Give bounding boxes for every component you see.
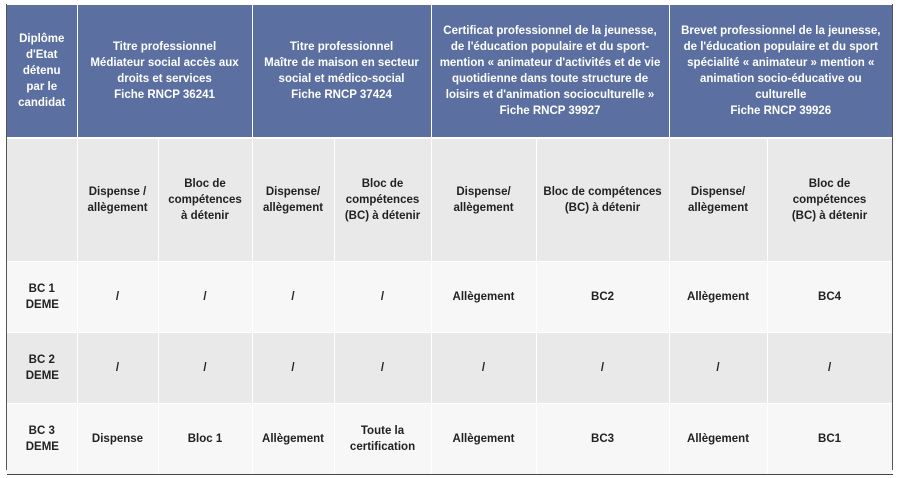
subheader-text: Dispense / allègement [87,186,148,214]
header-certificat-l1: Certificat professionnel de la jeunesse, de l'éducation populaire et du sport- mention « animateur d'activités et de vie quotidienne dans toute structure de loisirs et d'animation socioculturelle » [439,25,661,101]
header-diploma-text: Diplôme d'Etat détenu par le candidat [18,33,66,109]
table-cell: BC1 [767,404,892,475]
header-certificat [431,5,669,138]
table-cell: Allègement [431,404,536,475]
table-cell: / [77,333,158,404]
row-label-text: BC 3 DEME [25,425,59,453]
table-cell: / [334,333,431,404]
row-label [7,404,77,475]
subheader-cell [536,138,669,262]
header-maitre-maison-l1: Titre professionnel [289,41,394,53]
table-cell: BC4 [767,262,892,333]
table-cell: / [536,333,669,404]
subheader-text: Bloc de compétences (BC) à détenir [543,186,662,214]
header-mediateur-l2: Médiateur social accès aux droits et services [90,57,239,85]
subheader-cell [669,138,767,262]
table-cell: BC3 [536,404,669,475]
table-cell: / [158,262,252,333]
subheader-text: Dispense/ allègement [453,186,514,214]
subheader-cell [431,138,536,262]
table-cell [334,404,431,475]
table-cell: / [334,262,431,333]
subheader-row [7,138,892,262]
table-cell: / [252,333,334,404]
header-brevet-l3: Fiche RNCP 39926 [730,105,832,117]
table-cell: Allègement [669,404,767,475]
header-mediateur-l1: Titre professionnel [112,41,217,53]
subheader-text: Dispense/ allègement [262,186,324,214]
row-label [7,333,77,404]
table-cell: Allègement [669,262,767,333]
subheader-text: Bloc de compétences (BC) à détenir [344,178,421,222]
subheader-text: Dispense/ allègement [687,186,749,214]
header-row [7,5,892,138]
table-cell: Bloc 1 [158,404,252,475]
header-mediateur-l3: Fiche RNCP 36241 [114,89,215,101]
table-cell: / [767,333,892,404]
header-maitre-maison-l2: Maître de maison en secteur social et médico-social [264,57,419,85]
subheader-text: Bloc de compétences (BC) à détenir [791,178,868,222]
subheader-cell [158,138,252,262]
table-cell: Allègement [252,404,334,475]
table-cell: Allègement [431,262,536,333]
table-cell: / [77,262,158,333]
table-cell: / [252,262,334,333]
subheader-cell [252,138,334,262]
header-diploma [7,5,77,138]
table-cell-text: Toute la certification [349,425,416,453]
header-brevet [669,5,892,138]
row-label-text: BC 1 DEME [25,283,59,311]
header-maitre-maison [252,5,431,138]
table-cell: Dispense [77,404,158,475]
header-certificat-l3: Fiche RNCP 39927 [499,105,601,117]
equivalence-table [7,5,893,475]
table-cell: / [669,333,767,404]
table-cell: / [431,333,536,404]
subheader-empty [7,138,77,262]
subheader-cell [334,138,431,262]
row-label-text: BC 2 DEME [25,354,59,382]
subheader-text: Bloc de compétences à détenir [168,178,242,222]
table-cell: / [158,333,252,404]
table-row [7,404,892,475]
table-row [7,333,892,404]
row-label [7,262,77,333]
header-maitre-maison-l3: Fiche RNCP 37424 [291,89,392,101]
table-cell: BC2 [536,262,669,333]
subheader-cell [767,138,892,262]
header-brevet-l1: Brevet professionnel de la jeunesse, de l'éducation populaire et du sport spécialité « animateur » mention « animation socio-éducative ou culturelle [681,25,881,101]
subheader-cell [77,138,158,262]
table-row [7,262,892,333]
header-mediateur [77,5,252,138]
